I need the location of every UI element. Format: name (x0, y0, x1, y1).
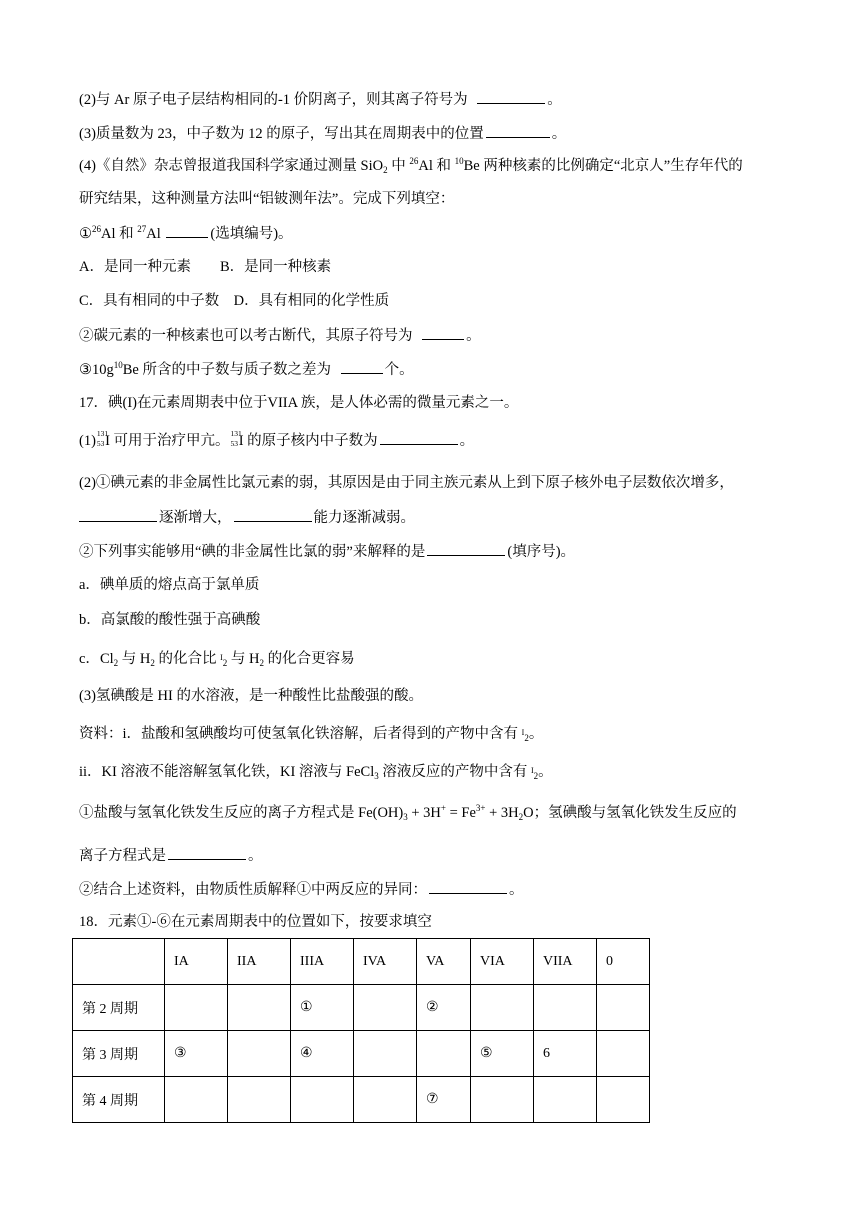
table-cell (291, 1077, 354, 1123)
table-cell (165, 985, 228, 1031)
answer-blank (429, 879, 507, 894)
table-cell (417, 1031, 471, 1077)
table-cell: ⑤ (471, 1031, 534, 1077)
table-cell (73, 939, 165, 985)
q17-option-c: c．$Cl_2$ 与 $H_2$ 的化合比 $^I_2$ 与 $H_2$ 的化合更容易 (79, 651, 355, 668)
q17-option-a: a．碘单质的熔点高于氯单质 (79, 577, 260, 593)
table-cell: IA (165, 939, 228, 985)
q17-part3-2: ②结合上述资料，由物质性质解释①中两反应的异同： 。 (79, 879, 524, 900)
q16-options-ab: A．是同一种元素 B．是同一种核素 (79, 259, 332, 275)
table-cell: 0 (597, 939, 650, 985)
table-cell: ② (417, 985, 471, 1031)
answer-blank (168, 845, 246, 860)
q16-part2: (2)与 Ar 原子电子层结构相同的-1 价阴离子，则其离子符号为 。 (79, 89, 562, 110)
table-cell: 第 3 周期 (73, 1031, 165, 1077)
table-cell: 第 2 周期 (73, 985, 165, 1031)
table-cell (228, 1077, 291, 1123)
q17-part3-1-cont: 离子方程式是 。 (79, 845, 263, 866)
periodic-table (72, 938, 650, 1123)
table-cell (165, 1077, 228, 1123)
table-cell (534, 1077, 597, 1123)
table-cell: ④ (291, 1031, 354, 1077)
table-cell (597, 1077, 650, 1123)
ionic-equation: $Fe(OH)_3 + 3H^+ = Fe^{3+} + 3H_2O$ (358, 803, 534, 822)
table-cell: 6 (534, 1031, 597, 1077)
q18-title: 18．元素①-⑥在元素周期表中的位置如下，按要求填空 (79, 914, 432, 930)
table-row (73, 1077, 650, 1123)
q17-material-ii: ii．KI 溶液不能溶解氢氧化铁，KI 溶液与 FeCl$_3$ 溶液反应的产物中含有 $^I_2$。 (79, 764, 553, 781)
table-cell: 第 4 周期 (73, 1077, 165, 1123)
q17-material-i: 资料：i．盐酸和氢碘酸均可使氢氧化铁溶解，后者得到的产物中含有 $^I_2$。 (79, 726, 544, 743)
q17-part2-1: (2)①碘元素的非金属性比氯元素的弱，其原因是由于同主族元素从上到下原子核外电子层数依次增多， (79, 475, 734, 491)
q17-part2-1-cont: 逐渐增大， 能力逐渐减弱。 (79, 507, 415, 528)
table-cell (228, 1031, 291, 1077)
q16-sub3: $③10g^{10}Be$ 所含的中子数与质子数之差为 个。 (79, 360, 414, 378)
answer-blank (380, 430, 458, 445)
q17-part1: (1) 131 53 I 可用于治疗甲亢。 131 53 I 的原子核内中子数为 。 (79, 429, 475, 449)
table-cell (354, 1077, 417, 1123)
table-cell: IIA (228, 939, 291, 985)
q17-option-b: b．高氯酸的酸性强于高碘酸 (79, 612, 261, 628)
table-cell (228, 985, 291, 1031)
answer-blank (427, 541, 505, 556)
table-cell (597, 985, 650, 1031)
answer-blank (486, 123, 550, 138)
q16-part4-intro-cont: 研究结果，这种测量方法叫“铝铍测年法”。完成下列填空： (79, 191, 455, 207)
table-cell (354, 985, 417, 1031)
answer-blank (234, 507, 312, 522)
q17-part3: (3)氢碘酸是 HI 的水溶液，是一种酸性比盐酸强的酸。 (79, 688, 423, 704)
answer-blank (341, 359, 383, 374)
answer-blank (166, 223, 208, 238)
table-cell: ① (291, 985, 354, 1031)
q17-part3-1: ①盐酸与氢氧化铁发生反应的离子方程式是 $Fe(OH)_3 + 3H^+ = Fe^{3+} + 3H_2O$；氢碘酸与氢氧化铁发生反应的 (79, 803, 737, 822)
q16-part3: (3)质量数为 23，中子数为 12 的原子，写出其在周期表中的位置 。 (79, 123, 566, 144)
answer-blank (477, 89, 545, 104)
table-cell (597, 1031, 650, 1077)
answer-blank (422, 325, 464, 340)
table-cell: VIA (471, 939, 534, 985)
table-cell (471, 1077, 534, 1123)
q17-part2-2: ②下列事实能够用“碘的非金属性比氯的弱”来解释的是 (填序号)。 (79, 541, 575, 562)
table-cell (471, 985, 534, 1031)
table-row (73, 985, 650, 1031)
table-cell: ⑦ (417, 1077, 471, 1123)
q16-part4-intro: (4)《自然》杂志曾报道我国科学家通过测量 SiO$_2$ 中 $^{26}$Al 和 $^{10}$Be 两种核素的比例确定“北京人”生存年代的 (79, 156, 743, 175)
q17-title: 17．碘(I)在元素周期表中位于VIIA 族，是人体必需的微量元素之一。 (79, 395, 519, 411)
table-cell: IIIA (291, 939, 354, 985)
table-cell: VIIA (534, 939, 597, 985)
table-cell: IVA (354, 939, 417, 985)
table-header-row (73, 939, 650, 985)
q16-sub2: ②碳元素的一种核素也可以考古断代，其原子符号为 。 (79, 325, 481, 346)
table-cell: VA (417, 939, 471, 985)
iodine-131-symbol: 131 53 I (96, 429, 110, 449)
iodine-131-symbol: 131 53 I (230, 429, 244, 449)
table-row (73, 1031, 650, 1077)
table-cell (534, 985, 597, 1031)
q16-options-cd: C．具有相同的中子数 D．具有相同的化学性质 (79, 293, 390, 309)
table-cell (354, 1031, 417, 1077)
q16-sub1: ①$^{26}$Al 和 $^{27}$Al (选填编号)。 (79, 224, 293, 242)
table-cell: ③ (165, 1031, 228, 1077)
answer-blank (79, 507, 157, 522)
